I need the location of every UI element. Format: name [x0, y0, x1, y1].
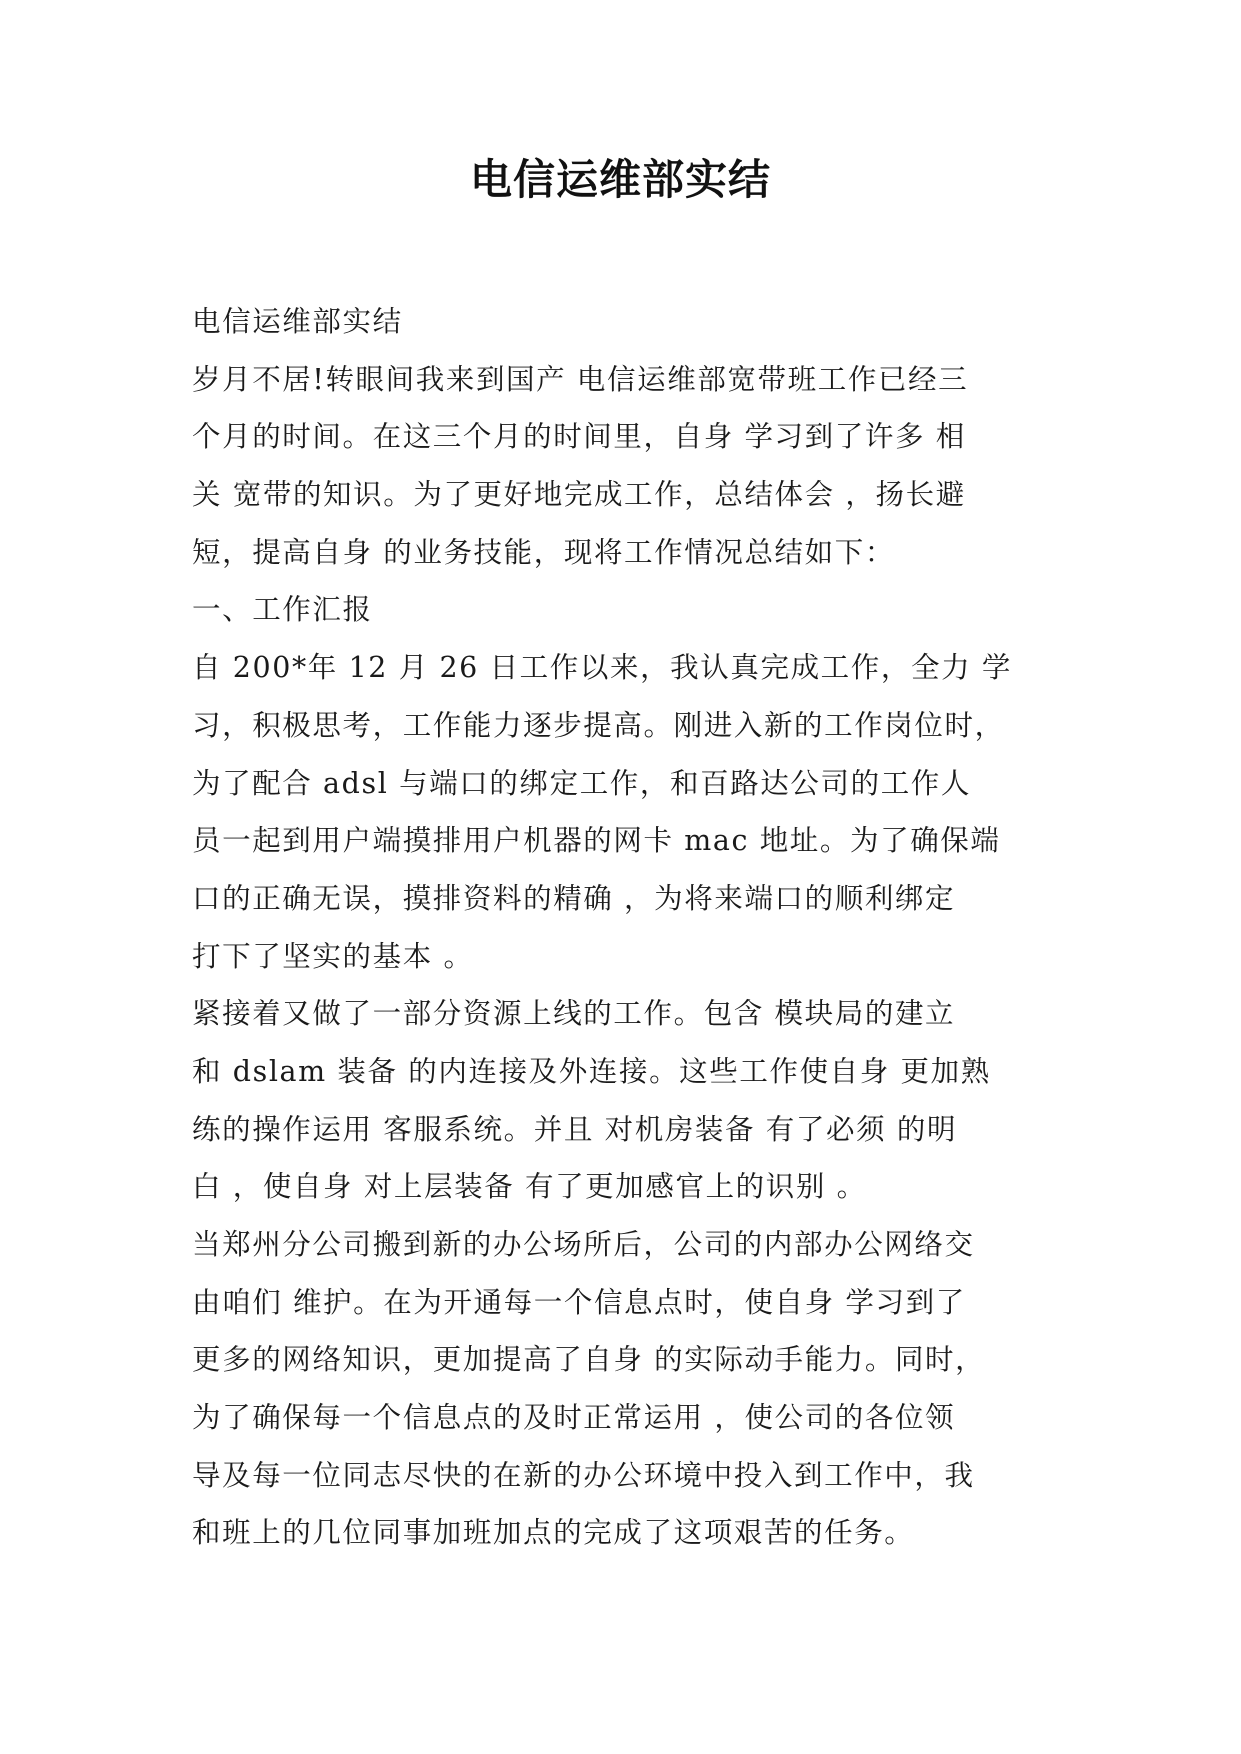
body-line: 和班上的几位同事加班加点的完成了这项艰苦的任务。: [192, 1516, 915, 1550]
body-line: 打下了坚实的基本 。: [192, 939, 474, 973]
body-line: 自 200*年 12 月 26 日工作以来，我认真完成工作，全力 学: [192, 651, 1012, 685]
section-heading: 一、工作汇报: [192, 593, 373, 627]
body-line: 为了配合 adsl 与端口的绑定工作，和百路达公司的工作人: [192, 766, 971, 800]
body-line: 员一起到用户端摸排用户机器的网卡 mac 地址。为了确保端: [192, 824, 1001, 858]
body-line: 紧接着又做了一部分资源上线的工作。包含 模块局的建立: [192, 997, 956, 1031]
body-line: 岁月不居!转眼间我来到国产 电信运维部宽带班工作已经三: [192, 362, 969, 396]
body-line: 习，积极思考，工作能力逐步提高。刚进入新的工作岗位时，: [192, 708, 1005, 742]
body-line: 短，提高自身 的业务技能，现将工作情况总结如下：: [192, 535, 895, 569]
document-title: 电信运维部实结: [469, 155, 771, 204]
document-body: [192, 293, 1060, 1562]
body-line: 和 dslam 装备 的内连接及外连接。这些工作使自身 更加熟: [192, 1054, 991, 1088]
body-line: 由咱们 维护。在为开通每一个信息点时，使自身 学习到了: [192, 1285, 966, 1319]
body-line: 电信运维部实结: [192, 305, 403, 338]
body-line: 关 宽带的知识。为了更好地完成工作，总结体会 ，扬长避: [192, 478, 966, 512]
body-line: 练的操作运用 客服系统。并且 对机房装备 有了必须 的明: [192, 1112, 958, 1146]
body-line: 白 ，使自身 对上层装备 有了更加感官上的识别 。: [192, 1170, 867, 1204]
body-line: 更多的网络知识，更加提高了自身 的实际动手能力。同时，: [192, 1343, 986, 1377]
body-line: 个月的时间。在这三个月的时间里，自身 学习到了许多 相: [192, 420, 966, 454]
body-line: 导及每一位同志尽快的在新的办公环境中投入到工作中，我: [192, 1458, 975, 1492]
body-line: 口的正确无误，摸排资料的精确 ，为将来端口的顺利绑定: [192, 881, 956, 915]
body-line: 当郑州分公司搬到新的办公场所后，公司的内部办公网络交: [192, 1228, 975, 1261]
body-line: 为了确保每一个信息点的及时正常运用 ，使公司的各位领: [192, 1401, 956, 1435]
